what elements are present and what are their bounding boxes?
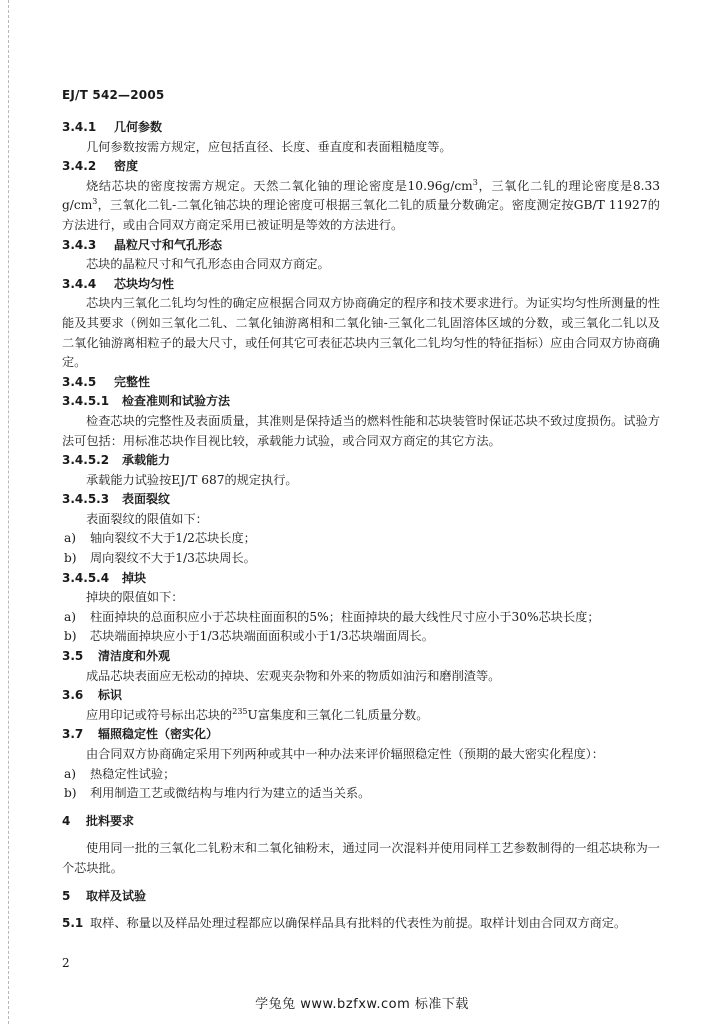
heading-3-4-5: 3.4.5 完整性 <box>62 374 151 389</box>
paragraph-5-1: 5.1 取样、称量以及样品处理过程都应以确保样品具有批料的代表性为前提。取样计划由合同双方商定。 <box>62 916 627 931</box>
paragraph-3-4-4: 芯块内三氧化二钆均匀性的确定应根据合同双方协商确定的程序和技术要求进行。为证实均匀性所测量的性能及其要求（例如三氧化二钆、二氧化铀游离相和二氧化铀-三氧化二钆固溶体区域的分数，或三氧化二钆以及二氧化铀游离相粒子的最大尺寸，或任何其它可表征芯块内三氧化二钆均匀性的特征指标）应由合同双方协商确定。 <box>62 296 660 370</box>
heading-3-4-3: 3.4.3 晶粒尺寸和气孔形态 <box>62 237 223 252</box>
page-number: 2 <box>62 956 70 970</box>
paragraph-3-4-5-2: 承载能力试验按EJ/T 687的规定执行。 <box>86 472 298 487</box>
document-code: EJ/T 542—2005 <box>62 88 165 102</box>
paragraph-3-6: 应用印记或符号标出芯块的$^{235}$U富集度和三氧化二钆质量分数。 <box>86 706 429 722</box>
heading-3-4-5-4: 3.4.5.4 掉块 <box>62 570 147 585</box>
paragraph-4: 使用同一批的三氧化二钆粉末和二氧化铀粉末，通过同一次混料并使用同样工艺参数制得的一组芯块称为一个芯块批。 <box>62 841 660 875</box>
list-item: a) 热稳定性试验； <box>64 766 176 781</box>
heading-5: 5 取样及试验 <box>62 888 147 903</box>
paragraph-3-4-2: 烧结芯块的密度按需方规定。天然二氧化铀的理论密度是$10.96g/cm^3$，三氧化二钆的理论密度是8.33 $g/cm^3$，三氧化二钆-二氧化铀芯块的理论密度可根据三氧化二钆的质量分数确定。密度测定按GB/T 11927的方法进行，或由合同双方商定采用已被证明是等效的方法进行。 <box>62 177 661 232</box>
page-content <box>62 118 660 934</box>
list-item: b) 利用制造工艺或微结构与堆内行为建立的适当关系。 <box>64 786 371 801</box>
paragraph-3-4-3: 芯块的晶粒尺寸和气孔形态由合同双方商定。 <box>86 257 330 272</box>
paragraph-3-4-5-1: 检查芯块的完整性及表面质量，其准则是保持适当的燃料性能和芯块装管时保证芯块不致过度损伤。试验方法可包括：用标准芯块作目视比较，承载能力试验，或合同双方商定的其它方法。 <box>62 413 660 448</box>
scan-margin-line <box>8 0 9 1024</box>
heading-4: 4 批料要求 <box>62 813 135 828</box>
heading-3-5: 3.5 清洁度和外观 <box>62 649 171 664</box>
list-item: a) 柱面掉块的总面积应小于芯块柱面面积的5%；柱面掉块的最大线性尺寸应小于30%芯块长度； <box>64 609 600 624</box>
list-item: a) 轴向裂纹不大于1/2芯块长度； <box>64 531 256 546</box>
heading-3-4-1: 3.4.1 几何参数 <box>62 120 163 134</box>
list-item: b) 芯块端面掉块应小于1/3芯块端面面积或小于1/3芯块端面周长。 <box>64 629 434 644</box>
paragraph-3-7-intro: 由合同双方协商确定采用下列两种或其中一种办法来评价辐照稳定性（预期的最大密实化程度）： <box>86 747 604 761</box>
paragraph-3-4-5-4-intro: 掉块的限值如下： <box>86 590 184 605</box>
paragraph-3-5: 成品芯块表面应无松动的掉块、宏观夹杂物和外来的物质如油污和磨削渣等。 <box>86 668 501 683</box>
paragraph-3-4-1: 几何参数按需方规定，应包括直径、长度、垂直度和表面粗糙度等。 <box>86 139 452 154</box>
heading-3-4-2: 3.4.2 密度 <box>62 159 139 174</box>
heading-3-6: 3.6 标识 <box>62 688 123 703</box>
heading-3-4-5-1: 3.4.5.1 检查准则和试验方法 <box>62 394 231 409</box>
list-item: b) 周向裂纹不大于1/3芯块周长。 <box>64 551 256 566</box>
paragraph-3-4-5-3-intro: 表面裂纹的限值如下： <box>86 511 208 526</box>
heading-3-7: 3.7 辐照稳定性（密实化） <box>62 727 219 742</box>
heading-3-4-5-2: 3.4.5.2 承载能力 <box>62 453 171 468</box>
footer-watermark: 学兔兔 www.bzfxw.com 标准下载 <box>255 997 469 1012</box>
heading-3-4-5-3: 3.4.5.3 表面裂纹 <box>62 492 171 507</box>
heading-3-4-4: 3.4.4 芯块均匀性 <box>62 276 175 291</box>
